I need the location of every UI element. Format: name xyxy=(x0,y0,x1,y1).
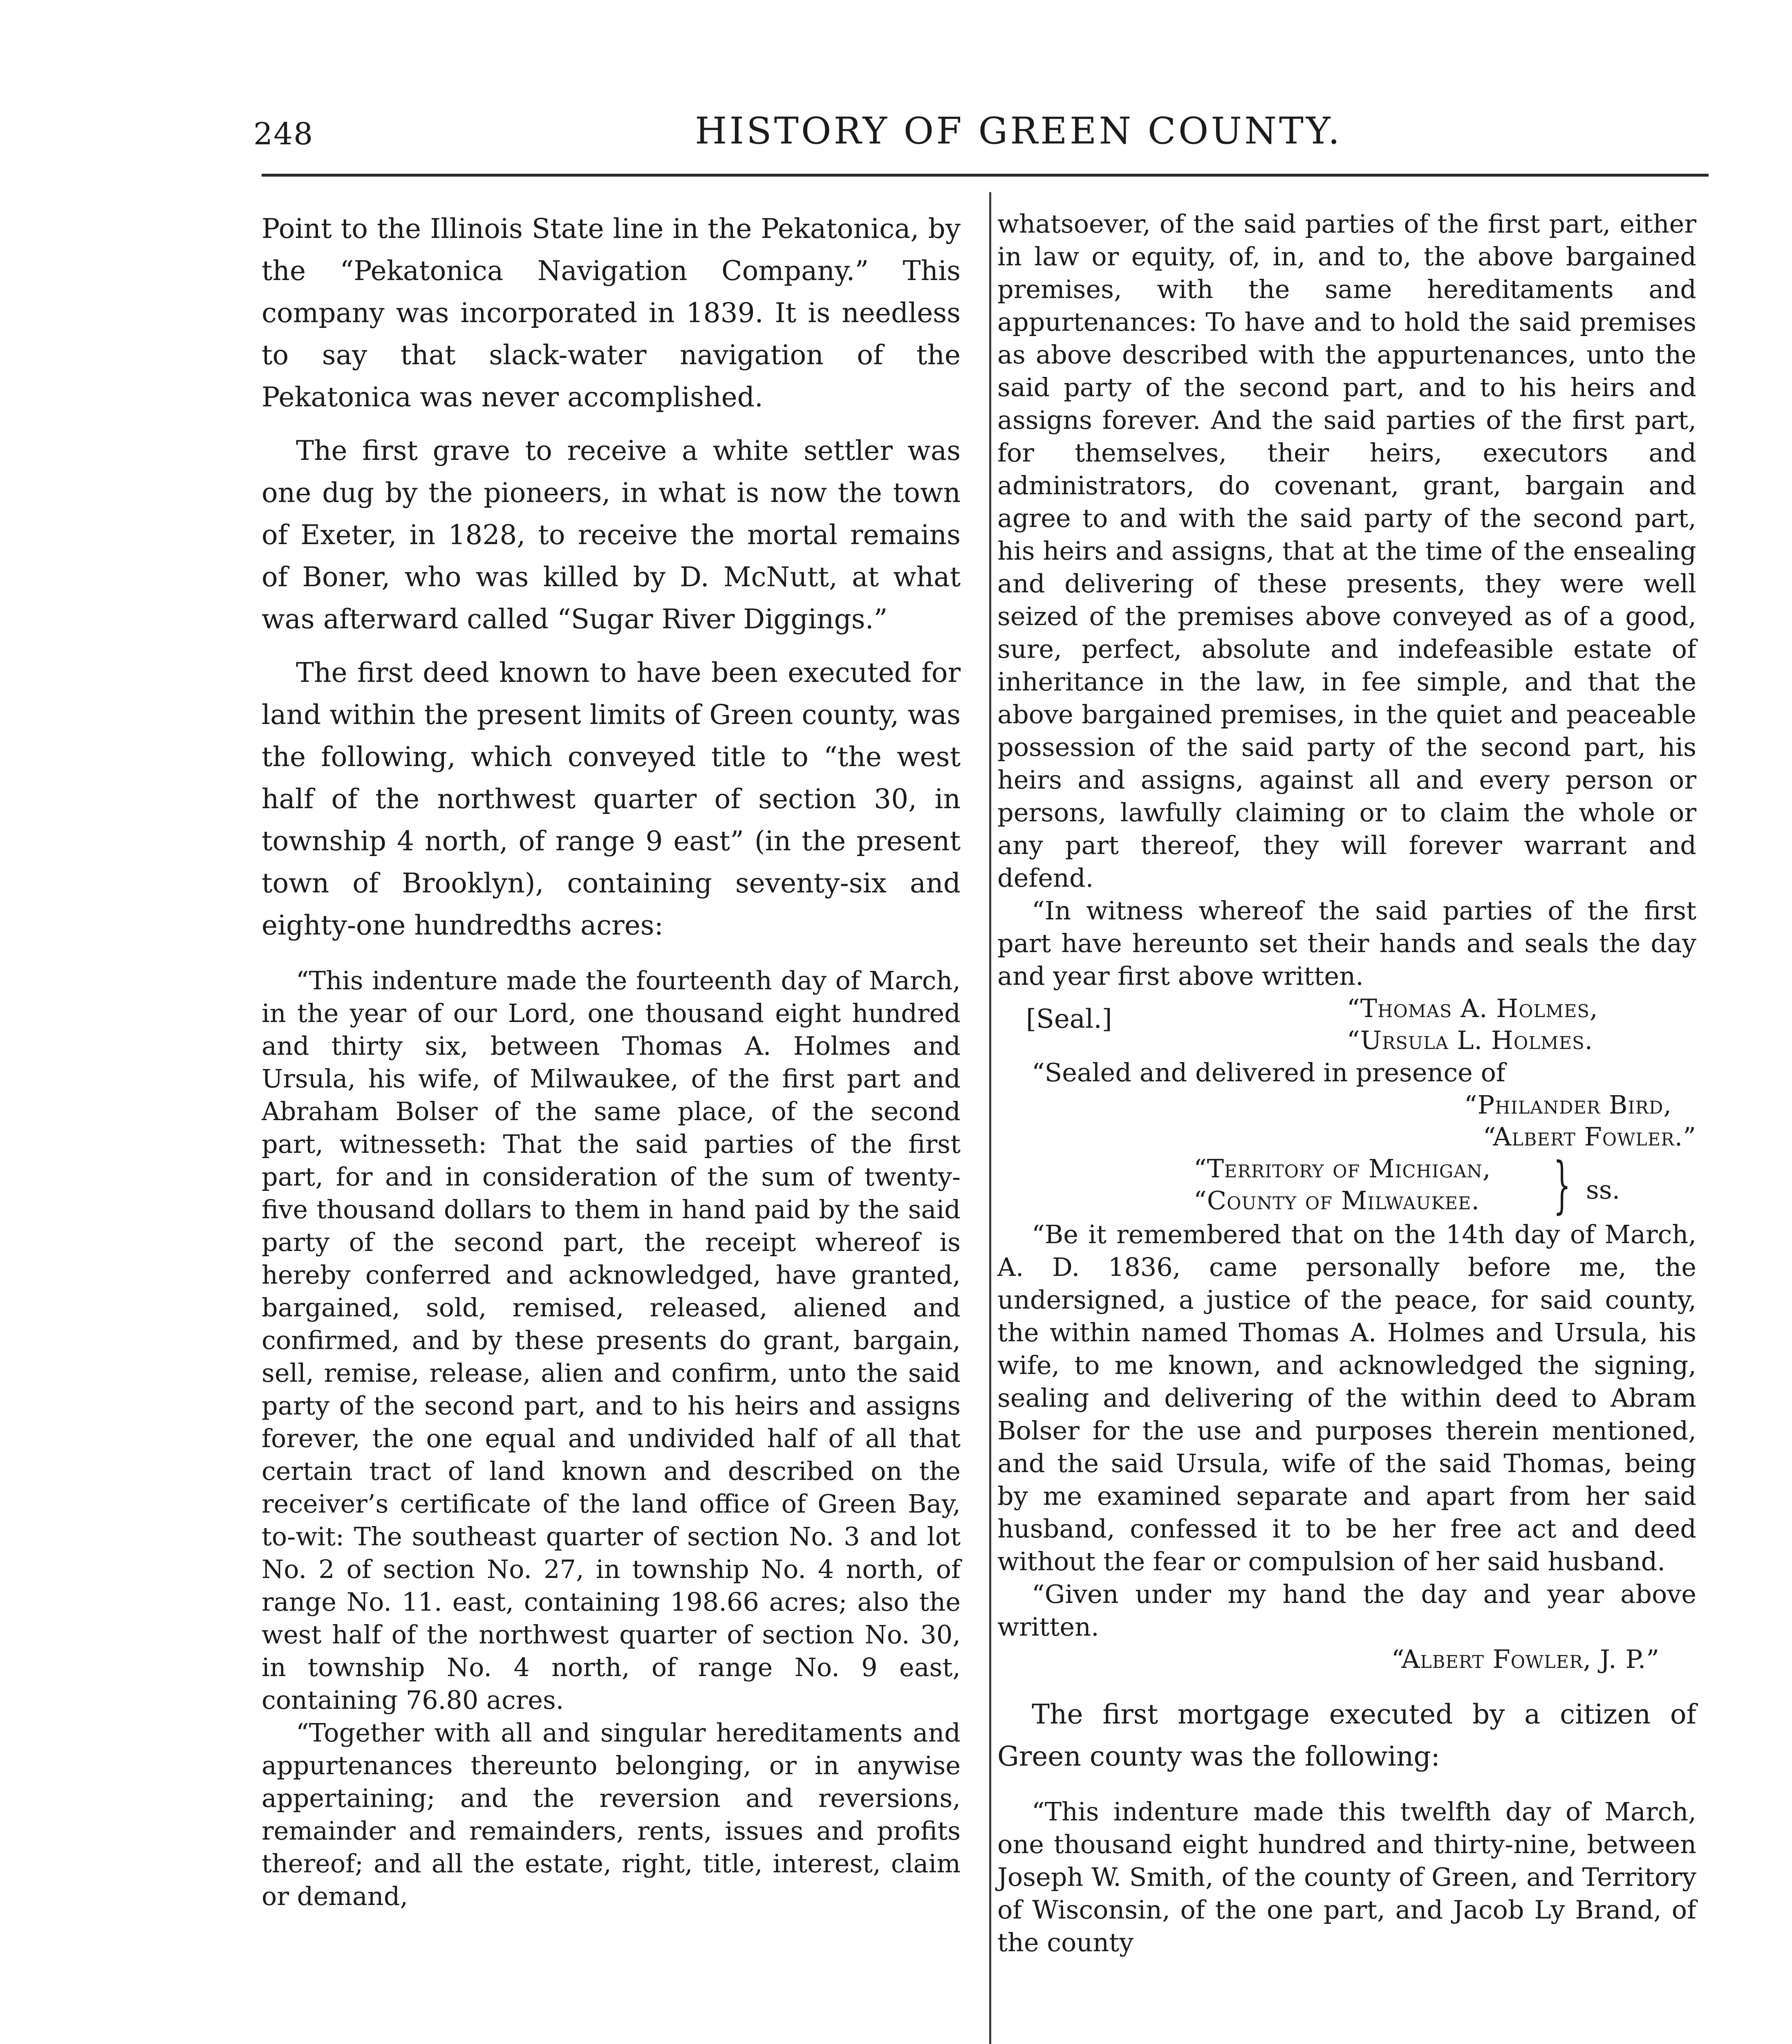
paragraph-mortgage-indenture: “This indenture made this twelfth day of March, one thousand eight hundred and thirty-nine, between Joseph W. Smith, of the county of Green, and Territory of Wisconsin, of the one part, and Jacob Ly Brand, of the county xyxy=(997,1797,1696,1957)
paragraph-first-deed: The first deed known to have been executed for land within the present limits of Green county, was the following, which conveyed title to “the west half of the northwest quarter of section 30, in township 4 north, of range 9 east” (in the present town of Brooklyn), containing seventy-six and eighty-one hundredths acres: xyxy=(262,657,961,941)
venue-brace: } xyxy=(1553,1150,1571,1221)
signature-justice-of-peace: “Albert Fowler, J. P.” xyxy=(1391,1644,1660,1674)
seal-mark: [Seal.] xyxy=(1026,1004,1112,1034)
paragraph-first-grave: The first grave to receive a white settler was one dug by the pioneers, in what is now the town of Exeter, in 1828, to receive the mortal remains of Boner, who was killed by D. McNutt, at what was afterward called “Sugar River Diggings.” xyxy=(262,435,961,635)
witness-albert-fowler: “Albert Fowler.” xyxy=(1483,1122,1696,1152)
paragraph-indenture: “This indenture made the fourteenth day of March, in the year of our Lord, one thousand eight hundred and thirty six, between Thomas A. Holmes and Ursula, his wife, of Milwaukee, of the first part and Abraham Bolser of the same place, of the second part, witnesseth: That the said parties of the first part, for and in consideration of the sum of twenty-five thousand dollars to them in hand paid by the said party of the second part, the receipt whereof is hereby conferred and acknowledged, have granted, bargained, sold, remised, released, aliened and confirmed, and by these presents do grant, bargain, sell, remise, release, alien and confirm, unto the said party of the second part, and to his heirs and assigns forever, the one equal and undivided half of all that certain tract of land known and described on the receiver’s certificate of the land office of Green Bay, to-wit: The southeast quarter of section No. 3 and lot No. 2 of section No. 27, in township No. 4 north, of range No. 11. east, containing 198.66 acres; also the west half of the northwest quarter of section No. 30, in township No. 4 north, of range No. 9 east, containing 76.80 acres. xyxy=(262,966,961,1715)
paragraph-first-mortgage: The first mortgage executed by a citizen of Green county was the following: xyxy=(997,1699,1696,1772)
venue-ss: ss. xyxy=(1586,1175,1620,1205)
paragraph-given-under-hand: “Given under my hand the day and year above written. xyxy=(997,1579,1696,1642)
page-header xyxy=(0,0,1792,180)
column-divider xyxy=(989,192,991,2044)
sealed-delivered-line: “Sealed and delivered in presence of xyxy=(1032,1058,1505,1087)
signature-thomas-holmes: “Thomas A. Holmes, xyxy=(1347,993,1598,1023)
paragraph-acknowledgment: “Be it remembered that on the 14th day of March, A. D. 1836, came personally before me, the undersigned, a justice of the peace, for said county, the within named Thomas A. Holmes and Ursula, his wife, to me known, and acknowledged the signing, sealing and delivering of the within deed to Abram Bolser for the use and purposes therein mentioned, and the said Ursula, wife of the said Thomas, being by me examined separate and apart from her said husband, confessed it to be her free act and deed without the fear or compulsion of her said husband. xyxy=(997,1219,1696,1576)
signature-ursula-holmes: “Ursula L. Holmes. xyxy=(1347,1025,1593,1055)
witness-philander-bird: “Philander Bird, xyxy=(1464,1090,1672,1120)
venue-county: “County of Milwaukee. xyxy=(1194,1186,1480,1215)
paragraph-navigation: Point to the Illinois State line in the Pekatonica, by the “Pekatonica Navigation Company.” This company was incorporated in 1839. It is needless to say that slack-water navigation of the Pekatonica was never accomplished. xyxy=(262,213,961,413)
page-number: 248 xyxy=(253,117,314,152)
left-column xyxy=(262,208,961,1913)
header-rule xyxy=(262,174,1709,177)
venue-block xyxy=(997,1150,1696,1221)
seal-signatures xyxy=(997,993,1696,1056)
right-column xyxy=(997,208,1696,1959)
running-title: HISTORY OF GREEN COUNTY. xyxy=(695,110,1342,152)
paragraph-witness: “In witness whereof the said parties of the first part have hereunto set their hands and seals the day and year first above written. xyxy=(997,896,1696,991)
venue-territory: “Territory of Michigan, xyxy=(1194,1154,1491,1183)
paragraph-deed-continued: whatsoever, of the said parties of the first part, either in law or equity, of, in, and to, the above bargained premises, with the same hereditaments and appurtenances: To have and to hold the said premises as above described with the appurtenances, unto the said party of the second part, and to his heirs and assigns forever. And the said parties of the first part, for themselves, their heirs, executors and administrators, do covenant, grant, bargain and agree to and with the said party of the second part, his heirs and assigns, that at the time of the ensealing and delivering of these presents, they were well seized of the premises above conveyed as of a good, sure, perfect, absolute and indefeasible estate of inheritance in the law, in fee simple, and that the above bargained premises, in the quiet and peaceable possession of the said party of the second part, his heirs and assigns, against all and every person or persons, lawfully claiming or to claim the whole or any part thereof, they will forever warrant and defend. xyxy=(997,209,1696,893)
paragraph-hereditaments: “Together with all and singular hereditaments and appurtenances thereunto belonging, or in anywise appertaining; and the reversion and reversions, remainder and remainders, rents, issues and profits thereof; and all the estate, right, title, interest, claim or demand, xyxy=(262,1718,961,1911)
